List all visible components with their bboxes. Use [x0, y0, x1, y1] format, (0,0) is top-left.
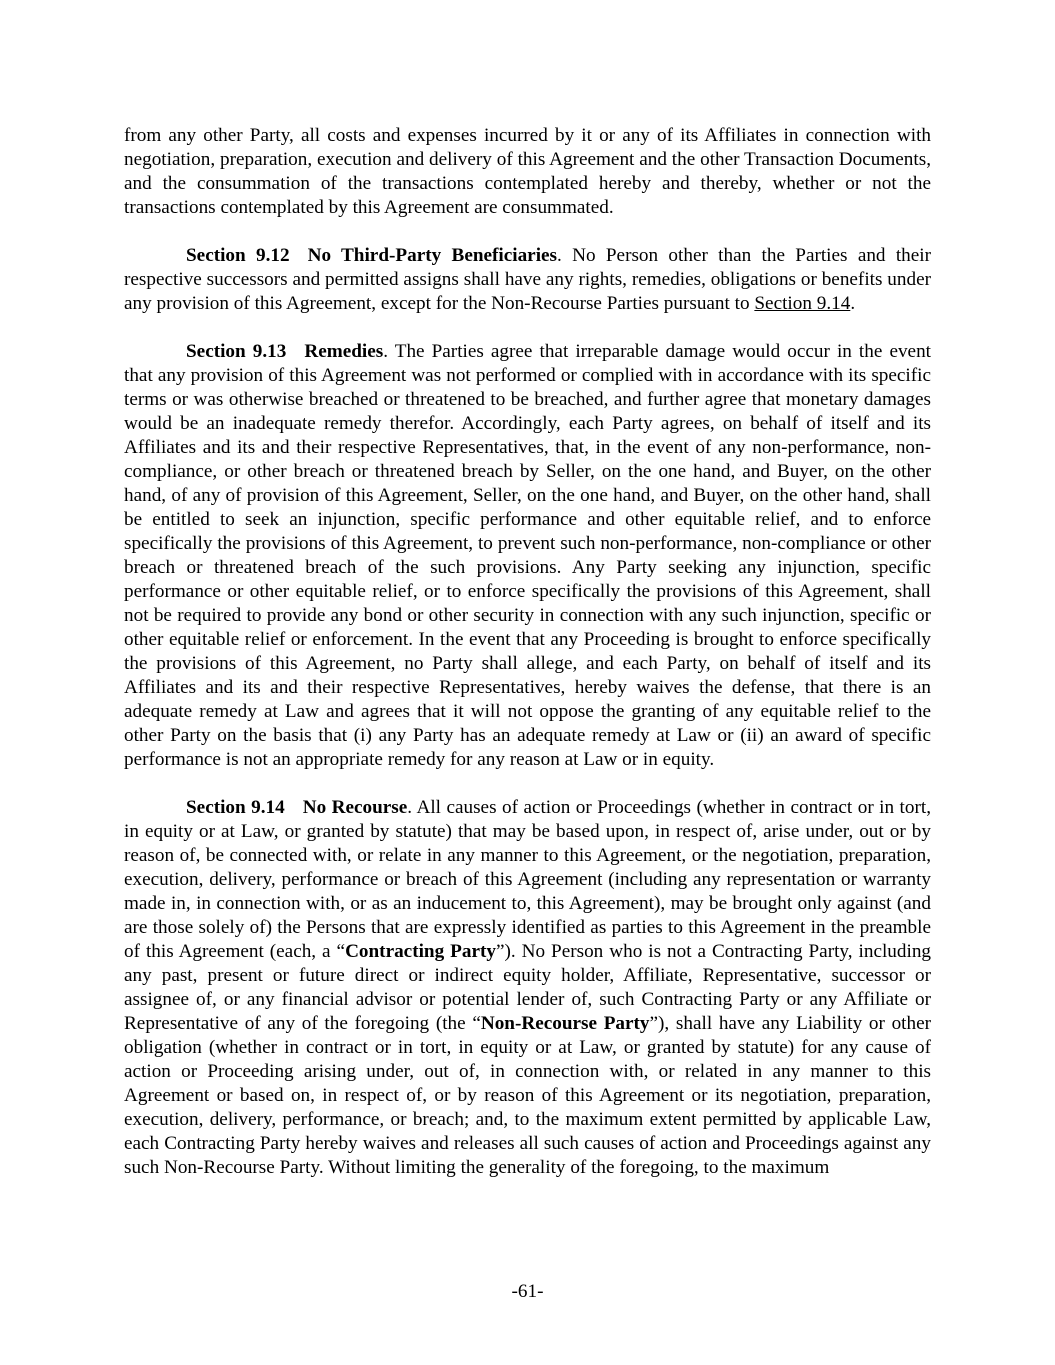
section-title: No Recourse	[302, 797, 408, 818]
section-number: Section 9.14	[186, 797, 285, 818]
section-body-end: .	[850, 293, 856, 314]
page-number: -61-	[511, 1281, 544, 1302]
section-9-14-paragraph	[124, 796, 931, 1180]
cross-reference-link[interactable]: Section 9.14	[754, 293, 851, 314]
defined-term-contracting-party: Contracting Party	[345, 941, 496, 962]
defined-term-non-recourse-party: Non-Recourse Party	[480, 1013, 650, 1034]
continuation-paragraph: from any other Party, all costs and expenses incurred by it or any of its Affiliates in connection with negotiation, preparation, execution and delivery of this Agreement and the other Transaction Documents, and the consummation of the transactions contemplated hereby and thereby, whether or not the transactions contemplated by this Agreement are consummated.	[124, 125, 931, 218]
section-body-part-3: ”), shall have any Liability or other obligation (whether in contract or in tort, in equity or at Law, or granted by statute) for any cause of action or Proceeding arising under, out of, in connection with, or related in any manner to this Agreement or based on, in respect of, or by reason of this Agreement or its negotiation, preparation, execution, delivery, performance, or breach; and, to the maximum extent permitted by applicable Law, each Contracting Party hereby waives and releases all such causes of action and Proceedings against any such Non-Recourse Party. Without limiting the generality of the foregoing, to the maximum	[124, 1013, 931, 1178]
section-number: Section 9.13	[186, 341, 287, 362]
section-body-part-1: . All causes of action or Proceedings (whether in contract or in tort, in equity or at Law, or granted by statute) that may be based upon, in respect of, arise under, out or by reason of, be connected with, or relate in any manner to this Agreement, or the negotiation, preparation, execution, delivery, performance or breach of this Agreement (including any representation or warranty made in, in connection with, or as an inducement to, this Agreement), may be brought only against (and are those solely of) the Persons that are expressly identified as parties to this Agreement in the preamble of this Agreement (each, a “	[124, 797, 931, 962]
section-title: No Third-Party Beneficiaries	[307, 245, 558, 266]
section-9-13-paragraph	[124, 340, 931, 772]
document-page	[124, 124, 931, 1204]
section-body: . The Parties agree that irreparable damage would occur in the event that any provision of this Agreement was not performed or complied with in accordance with its specific terms or was otherwise breached or threatened to be breached, and further agree that monetary damages would be an inadequate remedy therefor. Accordingly, each Party agrees, on behalf of itself and its Affiliates and its and their respective Representatives, that, in the event of any non-performance, non-compliance, or other breach or threatened breach by Seller, on the one hand, and Buyer, on the other hand, of any of provision of this Agreement, Seller, on the one hand, and Buyer, on the other hand, shall be entitled to seek an injunction, specific performance and other equitable relief, and to enforce specifically the provisions of this Agreement, to prevent such non-performance, non-compliance or other breach or threatened breach of the such provisions. Any Party seeking any injunction, specific performance or other equitable relief, or to enforce specifically the provisions of this Agreement, shall not be required to provide any bond or other security in connection with any such injunction, specific or other equitable relief or enforcement. In the event that any Proceeding is brought to enforce specifically the provisions of this Agreement, no Party shall allege, and each Party, on behalf of itself and its Affiliates and its and their respective Representatives, hereby waives the defense, that there is an adequate remedy at Law and agrees that it will not oppose the granting of any equitable relief to the other Party on the basis that (i) any Party has an adequate remedy at Law or (ii) an award of specific performance is not an appropriate remedy for any reason at Law or in equity.	[124, 341, 931, 770]
section-body-part-2: ”). No Person who is not a Contracting Party, including any past, present or future direct or indirect equity holder, Affiliate, Representative, successor or assignee of, or any financial advisor or potential lender of, such Contracting Party or any Affiliate or Representative of any of the foregoing (the “	[124, 941, 932, 1034]
section-9-12-paragraph	[124, 244, 931, 316]
section-title: Remedies	[304, 341, 384, 362]
section-body: . No Person other than the Parties and their respective successors and permitted assigns shall have any rights, remedies, obligations or benefits under any provision of this Agreement, except for the Non-Recourse Parties pursuant to	[124, 245, 931, 314]
section-number: Section 9.12	[186, 245, 290, 266]
